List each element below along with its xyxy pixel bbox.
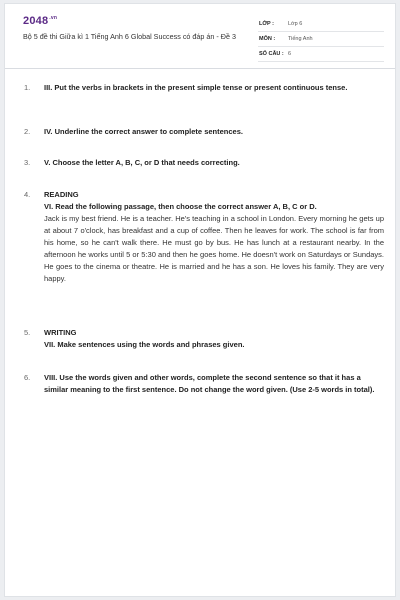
question-number: 4. [24,190,31,199]
logo-text: 2048 [23,15,49,27]
question-1 [24,82,384,94]
question-number: 5. [24,328,31,337]
meta-key-subject: MÔN : [259,36,276,42]
logo-suffix: .vn [49,15,58,22]
question-number: 6. [24,373,31,382]
question-number: 1. [24,83,31,92]
meta-value-subject: Tiếng Anh [288,36,313,42]
meta-value-class: Lớp 6 [288,21,303,27]
question-text: VIII. Use the words given and other words, complete the second sentence so that it has a similar meaning to the first sentence. Do not change the word given. (Use 2-5 words in total). [44,373,375,394]
question-number: 3. [24,158,31,167]
site-logo[interactable] [23,15,57,27]
question-2 [24,126,384,138]
question-text: III. Put the verbs in brackets in the present simple tense or present continuous tense. [44,83,348,92]
meta-row-class [258,17,384,32]
meta-key-class: LỚP : [259,21,274,27]
document-page [4,3,396,597]
meta-row-subject [258,32,384,47]
section-heading-writing: WRITING [44,328,77,337]
reading-passage: Jack is my best friend. He is a teacher. He's teaching in a school in London. Every morning he gets up at about 7 o'clock, has breakfast and a cup of coffee. Then he leaves for work. The school is far from his home, so he can't walk there. He must go by bus. He has lunch at a restaurant nearby. In the afternoon he works until 5 or 5:30 and then he goes home. He doesn't work on Saturdays or Sundays. He goes to the cinema or theatre. He is married and he has a son. He loves his family. They are very happy. [44,214,384,283]
question-6 [24,372,384,396]
document-header [5,4,395,69]
question-text: VI. Read the following passage, then choose the correct answer A, B, C or D. [44,202,317,211]
question-5 [24,327,384,351]
question-text: VII. Make sentences using the words and phrases given. [44,340,245,349]
meta-value-count: 6 [288,51,292,57]
question-number: 2. [24,127,31,136]
question-4 [24,189,384,285]
meta-key-count: SỐ CÂU : [259,51,284,57]
question-3 [24,157,384,169]
meta-row-count [258,47,384,62]
document-title: Bộ 5 đề thi Giữa kì 1 Tiếng Anh 6 Global Success có đáp án - Đề 3 [23,32,236,41]
section-heading-reading: READING [44,190,79,199]
question-text: IV. Underline the correct answer to complete sentences. [44,127,243,136]
question-text: V. Choose the letter A, B, C, or D that needs correcting. [44,158,240,167]
